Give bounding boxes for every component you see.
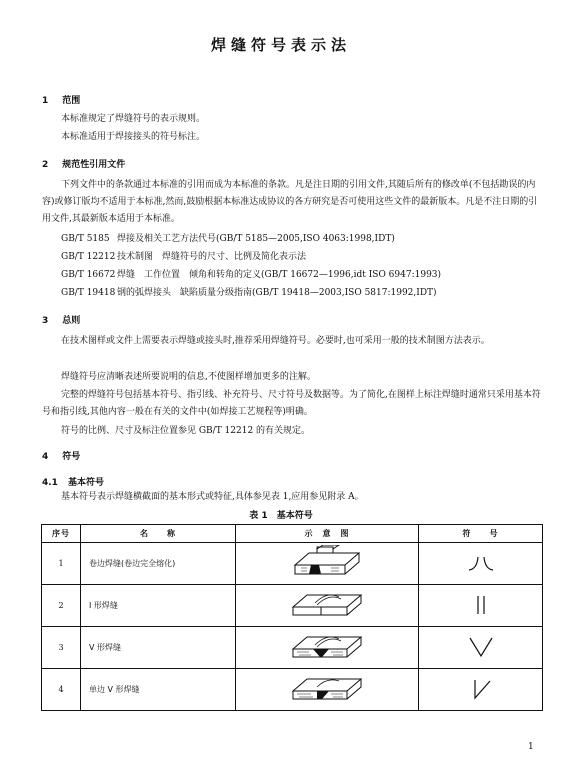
reference-item: GB/T 19418 钢的弧焊接头 缺陷质量分级指南(GB/T 19418—2003,ISO 5817:1992,IDT) [61,288,437,298]
section-1-heading [42,93,80,106]
reference-item: GB/T 5185 焊接及相关工艺方法代号(GB/T 5185—2005,ISO 4063:1998,IDT) [61,234,395,244]
square-weld-figure [236,585,419,627]
table-header: 名 称 [81,525,236,543]
general-paragraph-1: 在技术图样或文件上需要表示焊缝或接头时,推荐采用焊缝符号。必要时,也可采用一般的技术制图方法表示。 [61,336,490,346]
section-title: 基本符号 [67,478,104,488]
table-header-row [42,525,543,543]
page-number: 1 [528,742,534,752]
square-symbol-icon [419,585,543,627]
section-title: 总则 [62,316,81,326]
table-header: 符 号 [419,525,543,543]
section-3-heading [42,313,80,326]
row-number: 3 [42,627,81,669]
table-row [42,585,543,627]
reference-item: GB/T 16672 焊缝 工作位置 倾角和转角的定义(GB/T 16672—1996,idt ISO 6947:1993) [61,270,442,280]
section-number: 1 [42,96,49,106]
row-name: 单边 V 形焊缝 [81,669,236,711]
flange-symbol-icon [419,543,543,585]
section-title: 范围 [62,96,81,106]
section-title: 符号 [62,452,81,462]
bevel-weld-figure [236,669,419,711]
bevel-symbol-icon [419,669,543,711]
row-name: V 形焊缝 [81,627,236,669]
section-2-heading [42,157,125,170]
table-row [42,543,543,585]
table-header: 序号 [42,525,81,543]
v-weld-figure [236,627,419,669]
general-paragraph-2: 焊缝符号应清晰表述所要说明的信息,不使图样增加更多的注解。 [61,372,316,382]
general-paragraph-3: 完整的焊缝符号包括基本符号、指引线、补充符号、尺寸符号及数据等。为了简化,在图样上标注焊缝时通常只采用基本符号和指引线,其他内容一般在有关的文件中(如焊接工艺规程等)明确。 [42,390,541,417]
section-number: 3 [42,316,49,326]
row-number: 4 [42,669,81,711]
v-symbol-icon [419,627,543,669]
general-paragraph-4: 符号的比例、尺寸及标注位置参见 GB/T 12212 的有关规定。 [61,426,311,436]
scope-line-1: 本标准规定了焊缝符号的表示规则。 [61,114,206,124]
section-4-1-heading [42,475,104,488]
row-name: I 形焊缝 [81,585,236,627]
section-number: 4.1 [42,478,58,488]
flange-weld-figure [236,543,419,585]
page-title: 焊缝符号表示法 [210,36,351,54]
section-title: 规范性引用文件 [62,160,126,170]
reference-item: GB/T 12212 技术制图 焊缝符号的尺寸、比例及简化表示法 [61,252,307,262]
row-number: 2 [42,585,81,627]
scope-line-2: 本标准适用于焊接接头的符号标注。 [61,132,206,142]
section-4-heading [42,449,80,462]
table-caption: 表 1 基本符号 [249,511,313,521]
table-row [42,627,543,669]
row-number: 1 [42,543,81,585]
section-number: 2 [42,160,49,170]
row-name: 卷边焊缝(卷边完全熔化) [81,543,236,585]
section-number: 4 [42,452,49,462]
basic-symbol-paragraph: 基本符号表示焊缝横截面的基本形式或特征,具体参见表 1,应用参见附录 A。 [61,492,364,502]
basic-symbols-table [41,524,543,711]
table-header: 示 意 图 [236,525,419,543]
references-paragraph: 下列文件中的条款通过本标准的引用而成为本标准的条款。凡是注日期的引用文件,其随后所有的修改单(不包括勘误的内容)或修订版均不适用于本标准,然而,鼓励根据本标准达成协议的各方研究是否可使用这些文件的最新版本。凡是不注日期的引用文件,其最新版本适用于本标准。 [42,180,538,224]
table-row [42,669,543,711]
